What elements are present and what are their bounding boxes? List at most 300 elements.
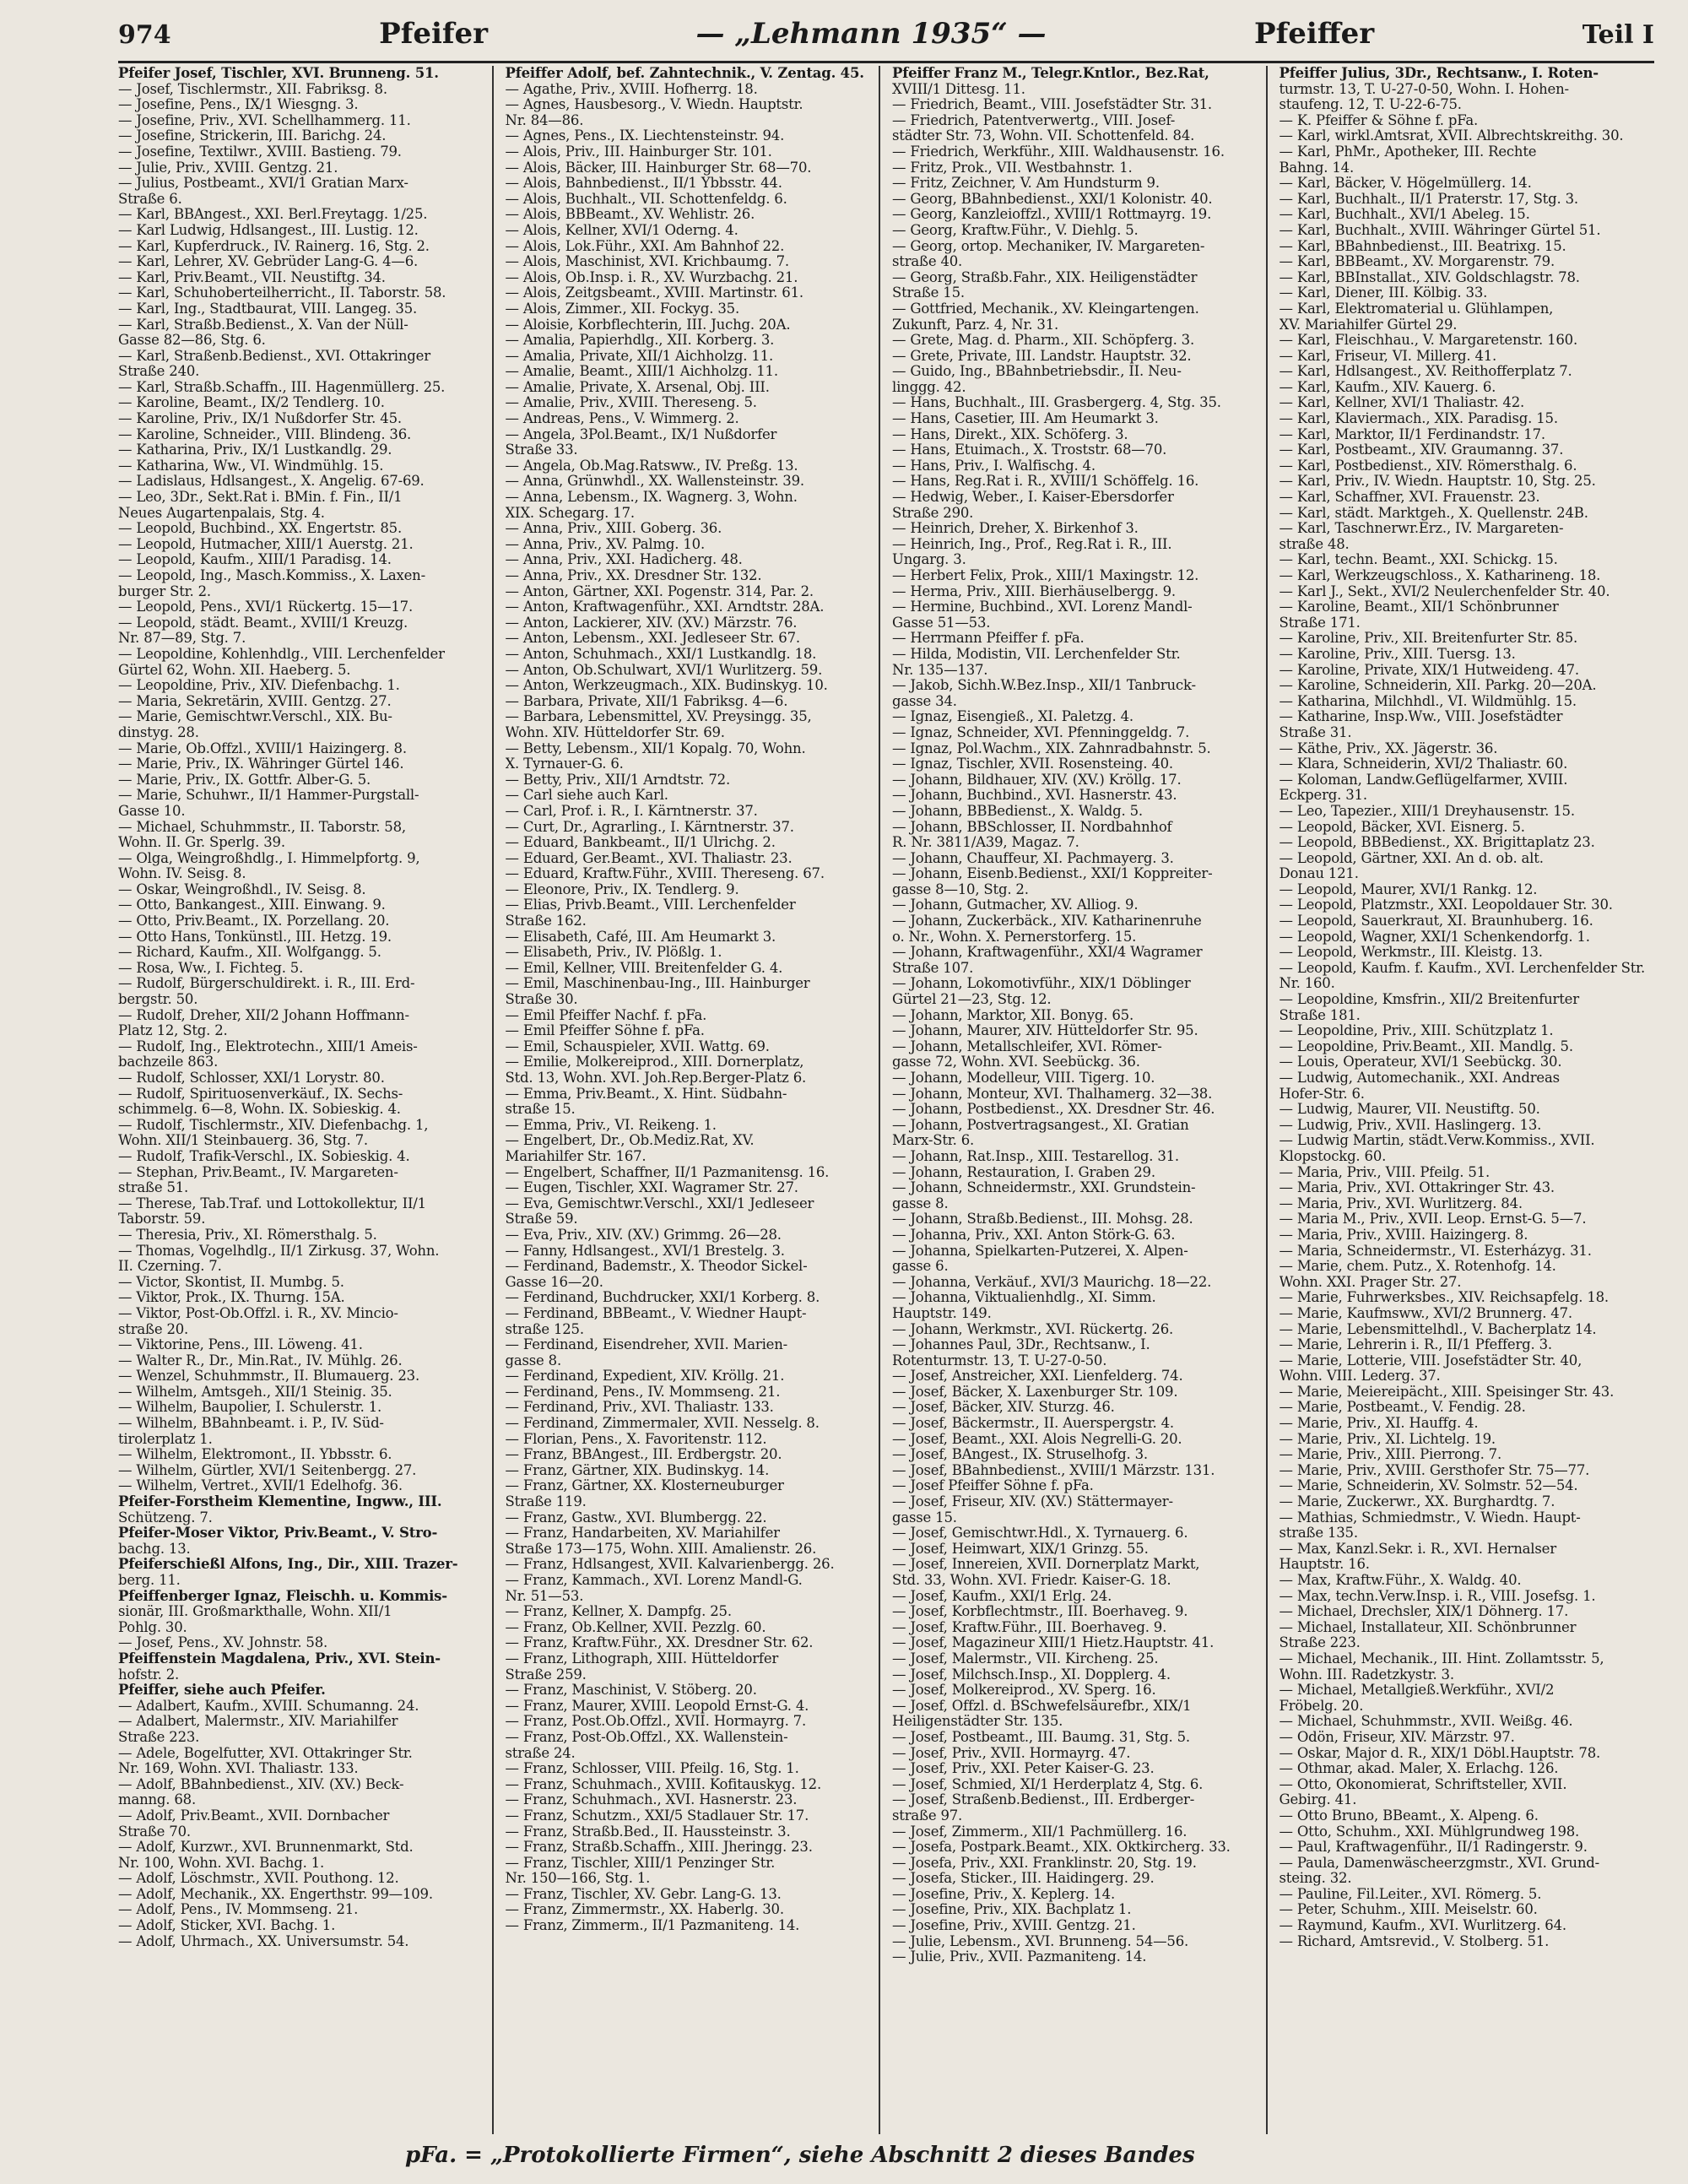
directory-entry: — Viktorine, Pens., III. Löweng. 41. <box>118 1337 363 1353</box>
directory-entry: — Alois, Ob.Insp. i. R., XV. Wurzbachg. 21. <box>505 269 798 285</box>
directory-entry: — Herrmann Pfeiffer f. pFa. <box>892 631 1085 647</box>
directory-entry: — Othmar, akad. Maler, X. Erlachg. 126. <box>1279 1761 1559 1777</box>
directory-entry: — Emil Pfeiffer Söhne f. pFa. <box>505 1023 705 1039</box>
directory-entry: — Louis, Operateur, XVI/1 Seebückg. 30. <box>1279 1054 1562 1070</box>
directory-entry: X. Tyrnauer-G. 6. <box>505 756 624 772</box>
directory-entry: — Johann, Maurer, XIV. Hütteldorfer Str. 95. <box>892 1023 1198 1039</box>
directory-entry: — Karl, Kellner, XVI/1 Thaliastr. 42. <box>1279 395 1525 411</box>
directory-entry: — Rudolf, Bürgerschuldirekt. i. R., III. Erd- <box>118 976 415 992</box>
directory-entry: — Josef, Offzl. d. BSchwefelsäurefbr., XIX/1 <box>892 1698 1192 1714</box>
directory-entry: — Johann, Rat.Insp., XIII. Testarellog. 31. <box>892 1148 1179 1164</box>
directory-entry: — Josef, Postbeamt., III. Baumg. 31, Stg. 5. <box>892 1729 1190 1745</box>
directory-entry: gasse 72, Wohn. XVI. Seebückg. 36. <box>892 1054 1140 1070</box>
directory-entry: — Elisabeth, Café, III. Am Heumarkt 3. <box>505 929 776 945</box>
directory-entry: — Rudolf, Trafik-Verschl., IX. Sobieskig. 4. <box>118 1148 410 1164</box>
footer-note: pFa. = „Protokollierte Firmen“, siehe Abschnitt 2 dieses Bandes <box>405 2143 1195 2168</box>
directory-entry: — Klara, Schneiderin, XVI/2 Thaliastr. 60. <box>1279 756 1568 772</box>
directory-entry: — Leopold, Kaufm. f. Kaufm., XVI. Lerchenfelder Str. <box>1279 960 1646 976</box>
directory-entry: gasse 8—10, Stg. 2. <box>892 881 1029 897</box>
directory-entry: — Emil, Maschinenbau-Ing., III. Hainburger <box>505 976 810 992</box>
directory-entry: — Theresia, Priv., XI. Römersthalg. 5. <box>118 1227 377 1243</box>
directory-entry: Nr. 135—137. <box>892 662 988 678</box>
directory-entry: — Leopold, Gärtner, XXI. An d. ob. alt. <box>1279 850 1544 866</box>
directory-entry: — Wilhelm, Baupolier, I. Schulerstr. 1. <box>118 1400 382 1416</box>
directory-entry: Zukunft, Parz. 4, Nr. 31. <box>892 317 1059 333</box>
directory-entry: — Georg, BBahnbedienst., XXI/1 Kolonistr. 40. <box>892 191 1213 207</box>
directory-entry: — Johanna, Spielkarten-Putzerei, X. Alpen- <box>892 1243 1188 1259</box>
directory-entry: — Otto Bruno, BBeamt., X. Alpeng. 6. <box>1279 1807 1539 1824</box>
directory-entry: — Johann, Bildhauer, XIV. (XV.) Kröllg. 17. <box>892 772 1182 788</box>
directory-entry: — Engelbert, Schaffner, II/1 Pazmanitensg. 16. <box>505 1164 830 1180</box>
directory-entry: — Rudolf, Spirituosenverkäuf., IX. Sechs- <box>118 1086 403 1102</box>
directory-entry: — K. Pfeiffer & Söhne f. pFa. <box>1279 112 1479 128</box>
directory-entry: — Hans, Reg.Rat i. R., XVIII/1 Schöffelg. 16. <box>892 474 1199 490</box>
directory-entry: — Georg, Straßb.Fahr., XIX. Heiligenstädter <box>892 269 1198 285</box>
directory-entry: — Karl, Elektromaterial u. Glühlampen, <box>1279 301 1554 317</box>
directory-entry: — Marie, Lotterie, VIII. Josefstädter Str. 40, <box>1279 1352 1582 1368</box>
directory-entry: R. Nr. 3811/A39, Magaz. 7. <box>892 835 1079 851</box>
directory-entry: — Josefa, Sticker., III. Haidingerg. 29. <box>892 1871 1155 1887</box>
directory-entry: — Johann, BBSchlosser, II. Nordbahnhof <box>892 819 1172 835</box>
directory-entry: — Josef, Pens., XV. Johnstr. 58. <box>118 1635 328 1651</box>
directory-entry: Nr. 87—89, Stg. 7. <box>118 631 246 647</box>
directory-entry: — Friedrich, Werkführ., XIII. Waldhausenstr. 16. <box>892 144 1225 160</box>
directory-entry: — Franz, Zimmerm., II/1 Pazmaniteng. 14. <box>505 1918 800 1934</box>
directory-entry: — Josef, Anstreicher, XXI. Lienfelderg. 74. <box>892 1368 1183 1385</box>
directory-entry: steing. 32. <box>1279 1871 1352 1887</box>
directory-entry: — Richard, Kaufm., XII. Wolfgangg. 5. <box>118 945 381 961</box>
directory-entry: — Anton, Ob.Schulwart, XVI/1 Wurlitzerg. 59. <box>505 662 823 678</box>
directory-entry: Heiligenstädter Str. 135. <box>892 1714 1063 1730</box>
directory-entry: XVIII/1 Dittesg. 11. <box>892 81 1025 97</box>
directory-entry: — Josef, Kraftw.Führ., III. Boerhaveg. 9. <box>892 1619 1167 1635</box>
directory-entry: Straße 6. <box>118 191 182 207</box>
directory-entry: tirolerplatz 1. <box>118 1431 213 1447</box>
directory-entry: — Walter R., Dr., Min.Rat., IV. Mühlg. 26. <box>118 1352 403 1368</box>
directory-entry: Hauptstr. 16. <box>1279 1557 1370 1573</box>
directory-entry: — Otto, Schuhm., XXI. Mühlgrundweg 198. <box>1279 1824 1580 1840</box>
directory-entry: — Karl, städt. Marktgeh., X. Quellenstr. 24B. <box>1279 505 1588 521</box>
directory-entry: — Ignaz, Tischler, XVII. Rosensteing. 40. <box>892 756 1173 772</box>
directory-entry: straße 97. <box>892 1807 963 1824</box>
directory-entry: Straße 119. <box>505 1494 587 1510</box>
directory-entry: Straße 290. <box>892 505 974 521</box>
directory-entry: — Emil, Schauspieler, XVII. Wattg. 69. <box>505 1038 770 1054</box>
directory-entry: — Wilhelm, Vertret., XVII/1 Edelhofg. 36. <box>118 1478 403 1494</box>
directory-entry: — Adolf, Kurzwr., XVI. Brunnenmarkt, Std. <box>118 1840 414 1856</box>
directory-entry: Wohn. XII/1 Steinbauerg. 36, Stg. 7. <box>118 1133 368 1149</box>
directory-entry: — Marie, Priv., IX. Währinger Gürtel 146. <box>118 756 404 772</box>
directory-entry: — Alois, Maschinist, XVI. Krichbaumg. 7. <box>505 254 789 270</box>
directory-entry: — Karl, Buchhalt., XVIII. Währinger Gürtel 51. <box>1279 222 1601 238</box>
directory-entry: — Raymund, Kaufm., XVI. Wurlitzerg. 64. <box>1279 1918 1566 1934</box>
directory-entry: — Anna, Grünwhdl., XX. Wallensteinstr. 39. <box>505 474 804 490</box>
directory-entry: — Josef, Straßenb.Bedienst., III. Erdberger- <box>892 1792 1195 1808</box>
directory-entry: — Johann, Restauration, I. Graben 29. <box>892 1164 1155 1180</box>
directory-entry: — Elisabeth, Priv., IV. Plößlg. 1. <box>505 945 722 961</box>
directory-entry: — Paula, Damenwäscheerzgmstr., XVI. Grund- <box>1279 1855 1600 1871</box>
directory-entry: — Anton, Kraftwagenführ., XXI. Arndtstr. 28A. <box>505 599 825 615</box>
directory-entry: — Wilhelm, BBahnbeamt. i. P., IV. Süd- <box>118 1416 384 1432</box>
directory-entry: — Josef, Kaufm., XXI/1 Erlg. 24. <box>892 1588 1112 1604</box>
directory-entry: Wohn. XIV. Hütteldorfer Str. 69. <box>505 724 725 740</box>
directory-entry: Rotenturmstr. 13, T. U-27-0-50. <box>892 1352 1107 1368</box>
directory-entry: — Johann, Eisenb.Bedienst., XXI/1 Koppreiter- <box>892 866 1213 882</box>
directory-entry: — Josefine, Priv., XVIII. Gentzg. 21. <box>892 1918 1136 1934</box>
directory-entry: — Eduard, Kraftw.Führ., XVIII. Thereseng. 67. <box>505 866 825 882</box>
directory-entry: — Karl, Schuhoberteilherricht., II. Taborstr. 58. <box>118 285 446 301</box>
directory-entry: Donau 121. <box>1279 866 1359 882</box>
directory-entry: — Eleonore, Priv., IX. Tendlerg. 9. <box>505 881 739 897</box>
directory-entry: straße 24. <box>505 1745 576 1761</box>
directory-entry: — Carl siehe auch Karl. <box>505 788 668 804</box>
directory-entry: — Marie, Priv., IX. Gottfr. Alber-G. 5. <box>118 772 371 788</box>
directory-entry: Pfeiffenstein Magdalena, Priv., XVI. Stein- <box>118 1650 441 1666</box>
directory-entry: — Anna, Priv., XXI. Hadicherg. 48. <box>505 552 743 568</box>
directory-entry: — Josef, Tischlermstr., XII. Fabriksg. 8. <box>118 81 387 97</box>
directory-entry: — Karl, Straßb.Schaffn., III. Hagenmüllerg. 25. <box>118 379 446 395</box>
directory-entry: — Josef, Milchsch.Insp., XI. Dopplerg. 4. <box>892 1666 1171 1683</box>
directory-entry: — Karoline, Private, XIX/1 Hutweideng. 47. <box>1279 662 1579 678</box>
directory-entry: — Johann, Buchbind., XVI. Hasnerstr. 43. <box>892 788 1177 804</box>
directory-entry: — Josef, Priv., XXI. Peter Kaiser-G. 23. <box>892 1761 1155 1777</box>
directory-entry: Gürtel 21—23, Stg. 12. <box>892 992 1052 1008</box>
directory-entry: — Otto, Ökonomierat, Schriftsteller, XVII. <box>1279 1776 1567 1792</box>
directory-entry: — Josef, Gemischtwr.Hdl., X. Tyrnauerg. 6. <box>892 1526 1188 1542</box>
directory-entry: — Karl, Priv., IV. Wiedn. Hauptstr. 10, Stg. 25. <box>1279 474 1596 490</box>
directory-entry: — Ignaz, Schneider, XVI. Pfenninggeldg. 7. <box>892 724 1190 740</box>
directory-entry: — Leopold, Werkmstr., III. Kleistg. 13. <box>1279 945 1543 961</box>
directory-entry: gasse 34. <box>892 693 957 709</box>
directory-entry: — Josefa, Postpark.Beamt., XIX. Oktkircherg. 33. <box>892 1840 1231 1856</box>
directory-entry: — Florian, Pens., X. Favoritenstr. 112. <box>505 1431 767 1447</box>
directory-entry: — Katharina, Priv., IX/1 Lustkandlg. 29. <box>118 442 392 458</box>
directory-entry: — Aloisie, Korbflechterin, III. Juchg. 20A. <box>505 317 791 333</box>
directory-title: — „Lehmann 1935“ — <box>695 17 1047 51</box>
directory-entry: — Franz, Tischler, XIII/1 Penzinger Str. <box>505 1855 776 1871</box>
directory-entry: — Ferdinand, Bademstr., X. Theodor Sickel- <box>505 1259 808 1275</box>
directory-entry: — Paul, Kraftwagenführ., II/1 Radingerstr. 9. <box>1279 1840 1588 1856</box>
directory-entry: — Adele, Bogelfutter, XVI. Ottakringer Str. <box>118 1745 413 1761</box>
directory-entry: — Leopold, Pens., XVI/1 Rückertg. 15—17. <box>118 599 414 615</box>
directory-entry: — Alois, Kellner, XVI/1 Oderng. 4. <box>505 222 738 238</box>
directory-entry: — Karoline, Priv., IX/1 Nußdorfer Str. 45. <box>118 411 402 427</box>
directory-entry: — Stephan, Priv.Beamt., IV. Margareten- <box>118 1164 398 1180</box>
directory-entry: Nr. 160. <box>1279 976 1335 992</box>
directory-entry: gasse 8. <box>892 1195 949 1211</box>
directory-entry: — Franz, Straßb.Schaffn., XIII. Jheringg. 23. <box>505 1840 813 1856</box>
directory-entry: — Ludwig Martin, städt.Verw.Kommiss., XVII. <box>1279 1133 1595 1149</box>
page-number: 974 <box>118 20 171 50</box>
directory-entry: — Franz, Tischler, XV. Gebr. Lang-G. 13. <box>505 1886 782 1902</box>
directory-entry: Klopstockg. 60. <box>1279 1148 1387 1164</box>
directory-entry: — Marie, Zuckerwr., XX. Burghardtg. 7. <box>1279 1494 1555 1510</box>
directory-entry: — Karl, Marktor, II/1 Ferdinandstr. 17. <box>1279 426 1545 442</box>
directory-entry: — Karoline, Priv., XIII. Tuersg. 13. <box>1279 646 1516 662</box>
header-left-name: Pfeifer <box>379 17 489 51</box>
directory-entry: Straße 259. <box>505 1666 587 1683</box>
directory-entry: Straße 223. <box>1279 1635 1361 1651</box>
directory-entry: — Grete, Mag. d. Pharm., XII. Schöpferg. 3. <box>892 333 1195 349</box>
directory-entry: — Johanna, Verkäuf., XVI/3 Maurichg. 18—22. <box>892 1274 1212 1290</box>
directory-entry: straße 51. <box>118 1180 189 1196</box>
directory-entry: — Johannes Paul, 3Dr., Rechtsanw., I. <box>892 1337 1150 1353</box>
directory-entry: — Alois, Lok.Führ., XXI. Am Bahnhof 22. <box>505 238 785 254</box>
directory-entry: — Heinrich, Dreher, X. Birkenhof 3. <box>892 521 1139 537</box>
directory-entry: — Leopoldine, Priv., XIV. Diefenbachg. 1. <box>118 678 400 694</box>
directory-entry: — Maria, Priv., XVIII. Haizingerg. 8. <box>1279 1227 1528 1243</box>
directory-entry: — Michael, Schuhmmstr., XVII. Weißg. 46. <box>1279 1714 1573 1730</box>
directory-entry: — Käthe, Priv., XX. Jägerstr. 36. <box>1279 740 1498 756</box>
directory-entry: — Franz, Gärtner, XIX. Budinskyg. 14. <box>505 1462 770 1478</box>
directory-entry: — Michael, Mechanik., III. Hint. Zollamtsstr. 5, <box>1279 1650 1604 1666</box>
directory-entry: — Franz, Lithograph, XIII. Hütteldorfer <box>505 1650 779 1666</box>
directory-entry: — Franz, Maschinist, V. Stöberg. 20. <box>505 1683 757 1699</box>
directory-entry: — Marie, Postbeamt., V. Fendig. 28. <box>1279 1400 1526 1416</box>
directory-entry: — Karoline, Schneiderin, XII. Parkg. 20—20A. <box>1279 678 1597 694</box>
directory-entry: — Karl, Hdlsangest., XV. Reithofferplatz 7. <box>1279 364 1572 380</box>
directory-entry: — Josef, Magazineur XIII/1 Hietz.Hauptstr. 41. <box>892 1635 1215 1651</box>
directory-entry: Gasse 10. <box>118 803 186 819</box>
header-right-name: Pfeiffer <box>1254 17 1375 51</box>
directory-entry: — Karl, Taschnerwr.Erz., IV. Margareten- <box>1279 521 1564 537</box>
directory-entry: — Jakob, Sichh.W.Bez.Insp., XII/1 Tanbruck- <box>892 678 1196 694</box>
directory-entry: — Karoline, Schneider., VIII. Blindeng. 36. <box>118 426 412 442</box>
directory-entry: — Franz, Hdlsangest, XVII. Kalvarienbergg. 26. <box>505 1557 835 1573</box>
directory-entry: — Katharina, Milchhdl., VI. Wildmühlg. 15. <box>1279 693 1577 709</box>
directory-entry: — Julie, Priv., XVIII. Gentzg. 21. <box>118 160 338 176</box>
directory-entry: — Julie, Lebensm., XVI. Brunneng. 54—56. <box>892 1933 1189 1949</box>
directory-entry: — Marie, Priv., XVIII. Gersthofer Str. 75—77. <box>1279 1462 1590 1478</box>
directory-entry: — Ferdinand, Zimmermaler, XVII. Nesselg. 8. <box>505 1416 820 1432</box>
directory-entry: — Carl, Prof. i. R., I. Kärntnerstr. 37. <box>505 803 758 819</box>
directory-entry: — Alois, Bahnbedienst., II/1 Ybbsstr. 44. <box>505 176 782 192</box>
directory-entry: schimmelg. 6—8, Wohn. IX. Sobieskig. 4. <box>118 1102 401 1118</box>
directory-entry: Wohn. III. Radetzkystr. 3. <box>1279 1666 1454 1683</box>
directory-entry: — Hans, Priv., I. Walfischg. 4. <box>892 458 1096 474</box>
directory-entry: — Franz, Schuhmach., XVIII. Kofitauskyg. 12. <box>505 1776 822 1792</box>
directory-entry: — Josefine, Pens., IX/1 Wiesgng. 3. <box>118 97 359 113</box>
directory-entry: Pfeiferschießl Alfons, Ing., Dir., XIII. Trazer- <box>118 1557 458 1573</box>
directory-entry: — Ludwig, Automechanik., XXI. Andreas <box>1279 1070 1560 1086</box>
directory-entry: Pfeifer-Forstheim Klementine, Ingww., III. <box>118 1494 442 1510</box>
directory-entry: — Adolf, Uhrmach., XX. Universumstr. 54. <box>118 1933 409 1949</box>
directory-entry: — Ludwig, Priv., XVII. Haslingerg. 13. <box>1279 1117 1542 1133</box>
directory-entry: — Leopold, Maurer, XVI/1 Rankg. 12. <box>1279 881 1538 897</box>
directory-entry: — Barbara, Private, XII/1 Fabriksg. 4—6. <box>505 693 788 709</box>
directory-entry: Gebirg. 41. <box>1279 1792 1357 1808</box>
directory-entry: — Amalia, Papierhdlg., XII. Korberg. 3. <box>505 333 775 349</box>
directory-entry: — Oskar, Weingroßhdl., IV. Seisg. 8. <box>118 881 366 897</box>
directory-entry: — Amalia, Private, XII/1 Aichholzg. 11. <box>505 348 774 364</box>
directory-entry: — Josef, BBahnbedienst., XVIII/1 Märzstr. 131. <box>892 1462 1215 1478</box>
directory-entry: Straße 30. <box>505 992 578 1008</box>
directory-entry: — Angela, Ob.Mag.Ratsww., IV. Preßg. 13. <box>505 458 798 474</box>
directory-entry: Gasse 51—53. <box>892 615 991 631</box>
directory-entry: — Alois, Priv., III. Hainburger Str. 101. <box>505 144 772 160</box>
directory-entry: — Maria, Priv., VIII. Pfeilg. 51. <box>1279 1164 1491 1180</box>
directory-entry: — Johann, Zuckerbäck., XIV. Katharinenruhe <box>892 913 1202 929</box>
directory-entry: — Hans, Casetier, III. Am Heumarkt 3. <box>892 411 1159 427</box>
directory-entry: — Franz, BBAngest., III. Erdbergstr. 20. <box>505 1447 782 1463</box>
directory-entry: — Leopold, Ing., Masch.Kommiss., X. Laxen- <box>118 568 425 583</box>
directory-entry: — Karl, Priv.Beamt., VII. Neustiftg. 34. <box>118 269 386 285</box>
directory-entry: Eckperg. 31. <box>1279 788 1367 804</box>
directory-entry: — Franz, Handarbeiten, XV. Mariahilfer <box>505 1526 780 1542</box>
directory-entry: — Karoline, Priv., XII. Breitenfurter Str. 85. <box>1279 631 1578 647</box>
directory-entry: — Karl, Kaufm., XIV. Kauerg. 6. <box>1279 379 1496 395</box>
directory-entry: — Josef, Malermstr., VII. Kircheng. 25. <box>892 1650 1159 1666</box>
directory-entry: — Johann, Postbedienst., XX. Dresdner Str. 46. <box>892 1102 1215 1118</box>
directory-entry: städter Str. 73, Wohn. VII. Schottenfeld. 84. <box>892 128 1195 144</box>
directory-entry: Straße 223. <box>118 1729 200 1745</box>
directory-entry: — Katharine, Insp.Ww., VIII. Josefstädter <box>1279 709 1563 725</box>
directory-entry: — Michael, Drechsler, XIX/1 Döhnerg. 17. <box>1279 1604 1569 1620</box>
directory-entry: — Johann, Werkmstr., XVI. Rückertg. 26. <box>892 1321 1174 1337</box>
directory-entry: — Johann, Lokomotivführ., XIX/1 Döblinger <box>892 976 1191 992</box>
directory-entry: — Leopoldine, Priv.Beamt., XII. Mandlg. 5. <box>1279 1038 1573 1054</box>
directory-entry: — Ignaz, Eisengieß., XI. Paletzg. 4. <box>892 709 1133 725</box>
directory-entry: — Franz, Maurer, XVIII. Leopold Ernst-G. 4. <box>505 1698 809 1714</box>
directory-entry: — Maria, Sekretärin, XVIII. Gentzg. 27. <box>118 693 392 709</box>
directory-entry: — Adolf, Sticker, XVI. Bachg. 1. <box>118 1918 336 1934</box>
directory-entry: berg. 11. <box>118 1573 181 1588</box>
directory-entry: — Leopold, Bäcker, XVI. Eisnerg. 5. <box>1279 819 1525 835</box>
directory-entry: — Leopold, Sauerkraut, XI. Braunhuberg. 16. <box>1279 913 1593 929</box>
directory-entry: XV. Mariahilfer Gürtel 29. <box>1279 317 1458 333</box>
directory-entry: — Alois, Bäcker, III. Hainburger Str. 68—70. <box>505 160 812 176</box>
directory-entry: — Josef, Innereien, XVII. Dornerplatz Markt, <box>892 1557 1200 1573</box>
directory-entry: — Josef, Zimmerm., XII/1 Pachmüllerg. 16. <box>892 1824 1188 1840</box>
directory-entry: — Rudolf, Tischlermstr., XIV. Diefenbachg. 1, <box>118 1117 429 1133</box>
directory-entry: straße 125. <box>505 1321 584 1337</box>
directory-entry: Marx-Str. 6. <box>892 1133 975 1149</box>
directory-entry: II. Czerning. 7. <box>118 1259 222 1275</box>
directory-entry: — Anna, Lebensm., IX. Wagnerg. 3, Wohn. <box>505 490 798 506</box>
directory-entry: — Franz, Kammach., XVI. Lorenz Mandl-G. <box>505 1573 803 1588</box>
directory-entry: — Eva, Priv., XIV. (XV.) Grimmg. 26—28. <box>505 1227 782 1243</box>
directory-entry: — Franz, Post.Ob.Offzl., XVII. Hormayrg. 7. <box>505 1714 807 1730</box>
directory-entry: — Karl, BBBeamt., XV. Morgarenstr. 79. <box>1279 254 1555 270</box>
directory-entry: — Agnes, Hausbesorg., V. Wiedn. Hauptstr. <box>505 97 803 113</box>
directory-entry: Straße 181. <box>1279 1007 1361 1023</box>
directory-entry: — Adolf, Löschmstr., XVII. Pouthong. 12. <box>118 1871 399 1887</box>
directory-entry: — Fanny, Hdlsangest., XVI/1 Brestelg. 3. <box>505 1243 785 1259</box>
directory-entry: straße 135. <box>1279 1526 1358 1542</box>
directory-entry: — Franz, Kraftw.Führ., XX. Dresdner Str. 62. <box>505 1635 814 1651</box>
directory-entry: — Julie, Priv., XVII. Pazmaniteng. 14. <box>892 1949 1147 1965</box>
directory-entry: — Leopold, BBBedienst., XX. Brigittaplatz 23. <box>1279 835 1595 851</box>
directory-entry: — Leopold, Hutmacher, XIII/1 Auerstg. 21. <box>118 536 414 552</box>
directory-entry: Wohn. VIII. Lederg. 37. <box>1279 1368 1441 1385</box>
directory-entry: — Amalie, Private, X. Arsenal, Obj. III. <box>505 379 770 395</box>
directory-entry: sionär, III. Großmarkthalle, Wohn. XII/1 <box>118 1604 392 1620</box>
directory-entry: — Engelbert, Dr., Ob.Mediz.Rat, XV. <box>505 1133 755 1149</box>
directory-entry: — Michael, Metallgieß.Werkführ., XVI/2 <box>1279 1683 1555 1699</box>
directory-entry: — Josefa, Priv., XXI. Franklinstr. 20, Stg. 19. <box>892 1855 1197 1871</box>
directory-entry: o. Nr., Wohn. X. Pernerstorferg. 15. <box>892 929 1137 945</box>
directory-entry: — Karl, Ing., Stadtbaurat, VIII. Langeg. 35. <box>118 301 418 317</box>
directory-entry: — Viktor, Post-Ob.Offzl. i. R., XV. Mincio- <box>118 1305 398 1321</box>
directory-entry: burger Str. 2. <box>118 583 211 599</box>
directory-entry: — Pauline, Fil.Leiter., XVI. Römerg. 5. <box>1279 1886 1542 1902</box>
directory-entry: — Karl, Straßenb.Bedienst., XVI. Ottakringer <box>118 348 430 364</box>
directory-entry: bachzeile 863. <box>118 1054 219 1070</box>
directory-entry: — Max, Kraftw.Führ., X. Waldg. 40. <box>1279 1573 1522 1588</box>
directory-entry: — Ferdinand, Buchdrucker, XXI/1 Korberg. 8. <box>505 1290 820 1306</box>
directory-entry: gasse 15. <box>892 1509 957 1526</box>
directory-entry: — Marie, Gemischtwr.Verschl., XIX. Bu- <box>118 709 392 725</box>
directory-entry: — Franz, Post-Ob.Offzl., XX. Wallenstein- <box>505 1729 788 1745</box>
directory-entry: — Adolf, Pens., IV. Mommseng. 21. <box>118 1902 359 1918</box>
directory-entry: — Josef, Bäcker, XIV. Sturzg. 46. <box>892 1400 1115 1416</box>
directory-entry: — Anna, Priv., XIII. Goberg. 36. <box>505 521 722 537</box>
directory-entry: — Karl, Straßb.Bedienst., X. Van der Nüll- <box>118 317 408 333</box>
directory-entry: Schützeng. 7. <box>118 1509 213 1526</box>
directory-entry: — Karl, BBAngest., XXI. Berl.Freytagg. 1/25. <box>118 207 428 223</box>
directory-entry: — Peter, Schuhm., XIII. Meiselstr. 60. <box>1279 1902 1538 1918</box>
directory-entry: — Josef, Bäcker, X. Laxenburger Str. 109. <box>892 1384 1178 1400</box>
directory-entry: — Karl, Diener, III. Kölbig. 33. <box>1279 285 1488 301</box>
directory-entry: — Karl, Buchhalt., XVI/1 Abeleg. 15. <box>1279 207 1530 223</box>
directory-entry: Straße 240. <box>118 364 200 380</box>
directory-entry: — Emma, Priv., VI. Reikeng. 1. <box>505 1117 717 1133</box>
directory-entry: — Amalie, Priv., XVIII. Thereseng. 5. <box>505 395 757 411</box>
directory-entry: — Elias, Privb.Beamt., VIII. Lerchenfelder <box>505 897 796 913</box>
directory-entry: — Johann, Kraftwagenführ., XXI/4 Wagramer <box>892 945 1203 961</box>
directory-entry: staufeng. 12, T. U-22-6-75. <box>1279 97 1462 113</box>
directory-entry: — Karl, Postbeamt., XIV. Graumanng. 37. <box>1279 442 1564 458</box>
directory-entry: — Ludwig, Maurer, VII. Neustiftg. 50. <box>1279 1102 1540 1118</box>
directory-entry: — Herbert Felix, Prok., XIII/1 Maxingstr. 12. <box>892 568 1199 583</box>
directory-entry: Straße 70. <box>118 1824 191 1840</box>
directory-entry: — Agnes, Pens., IX. Liechtensteinstr. 94. <box>505 128 785 144</box>
directory-entry: — Friedrich, Beamt., VIII. Josefstädter Str. 31. <box>892 97 1212 113</box>
directory-entry: Hofer-Str. 6. <box>1279 1086 1365 1102</box>
directory-entry: Taborstr. 59. <box>118 1211 206 1227</box>
directory-entry: — Emma, Priv.Beamt., X. Hint. Südbahn- <box>505 1086 787 1102</box>
directory-entry: straße 15. <box>505 1102 576 1118</box>
directory-entry: XIX. Schegarg. 17. <box>505 505 635 521</box>
directory-entry: Ungarg. 3. <box>892 552 966 568</box>
directory-entry: — Adalbert, Kaufm., XVIII. Schumanng. 24. <box>118 1698 419 1714</box>
directory-entry: — Leopoldine, Kohlenhdlg., VIII. Lerchenfelder <box>118 646 445 662</box>
directory-entry: — Anton, Lackierer, XIV. (XV.) Märzstr. 76. <box>505 615 798 631</box>
directory-entry: Bahng. 14. <box>1279 160 1355 176</box>
column-1 <box>118 66 494 2134</box>
directory-entry: — Ferdinand, Pens., IV. Mommseng. 21. <box>505 1384 781 1400</box>
directory-entry: Std. 13, Wohn. XVI. Joh.Rep.Berger-Platz 6. <box>505 1070 807 1086</box>
directory-entry: — Amalie, Beamt., XIII/1 Aichholzg. 11. <box>505 364 778 380</box>
directory-entry: — Josef, Schmied, XI/1 Herderplatz 4, Stg. 6. <box>892 1776 1204 1792</box>
directory-entry: Gasse 82—86, Stg. 6. <box>118 333 266 349</box>
directory-entry: — Wenzel, Schuhmmstr., II. Blumauerg. 23. <box>118 1368 420 1385</box>
directory-entry: — Anna, Priv., XV. Palmg. 10. <box>505 536 705 552</box>
directory-entry: — Ferdinand, BBBeamt., V. Wiedner Haupt- <box>505 1305 807 1321</box>
directory-entry: — Oskar, Major d. R., XIX/1 Döbl.Hauptstr. 78. <box>1279 1745 1601 1761</box>
directory-entry: — Johann, Gutmacher, XV. Alliog. 9. <box>892 897 1139 913</box>
directory-entry: — Josef, Friseur, XIV. (XV.) Stättermayer- <box>892 1494 1173 1510</box>
directory-entry: — Eugen, Tischler, XXI. Wagramer Str. 27. <box>505 1180 798 1196</box>
directory-entry: — Thomas, Vogelhdlg., II/1 Zirkusg. 37, Wohn. <box>118 1243 440 1259</box>
directory-entry: hofstr. 2. <box>118 1666 180 1683</box>
directory-entry: — Barbara, Lebensmittel, XV. Preysingg. 35, <box>505 709 812 725</box>
directory-entry: Pfeiffer, siehe auch Pfeifer. <box>118 1683 326 1699</box>
directory-entry: Nr. 100, Wohn. XVI. Bachg. 1. <box>118 1855 324 1871</box>
page-header <box>118 17 1654 57</box>
directory-entry: — Josef, Priv., XVII. Hormayrg. 47. <box>892 1745 1131 1761</box>
directory-entry: — Marie, chem. Putz., X. Rotenhofg. 14. <box>1279 1259 1556 1275</box>
